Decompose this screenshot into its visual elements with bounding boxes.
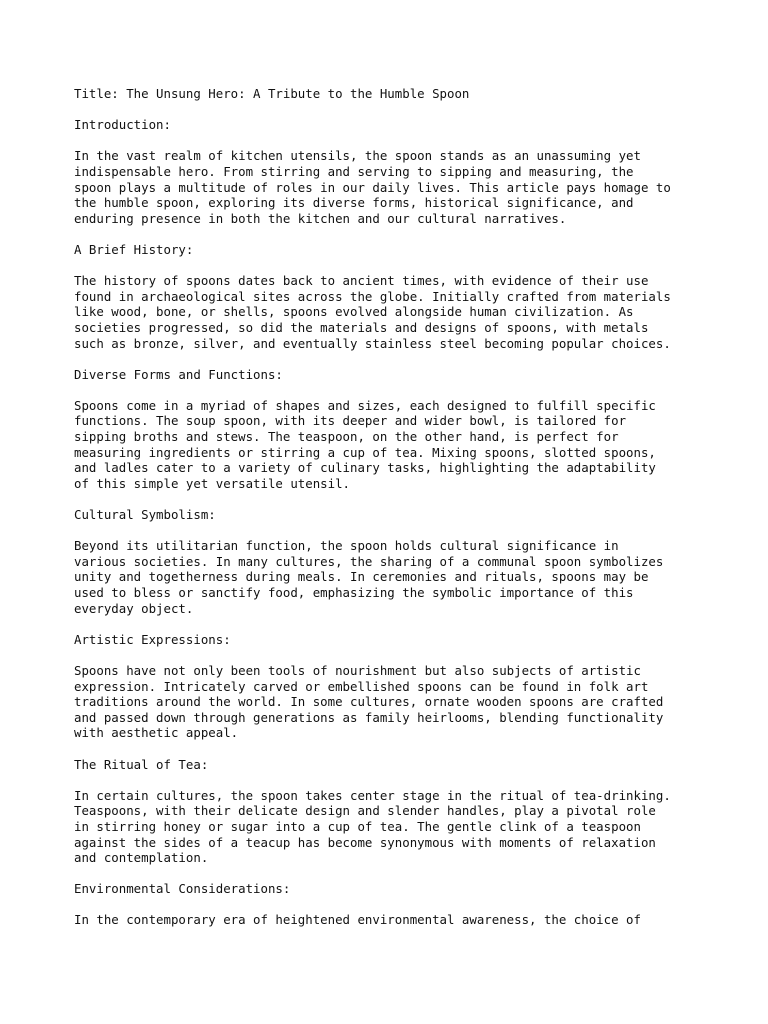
section-heading: Cultural Symbolism: (74, 507, 216, 523)
paragraph-line: and contemplation. (74, 850, 209, 866)
paragraph-line: measuring ingredients or stirring a cup of tea. Mixing spoons, slotted spoons, (74, 444, 656, 460)
section-diverse-forms (74, 367, 734, 507)
section-heading: The Ritual of Tea: (74, 756, 209, 772)
paragraph-spacer (74, 647, 734, 663)
document-page (74, 86, 734, 928)
section-heading: Artistic Expressions: (74, 631, 231, 647)
paragraph-line: unity and togetherness during meals. In ceremonies and rituals, spoons may be (74, 569, 649, 585)
section-environmental-considerations (74, 881, 734, 928)
document-title: Title: The Unsung Hero: A Tribute to the Humble Spoon (74, 86, 470, 101)
paragraph-spacer (74, 491, 734, 507)
paragraph-spacer (74, 616, 734, 632)
paragraph-spacer (74, 897, 734, 913)
paragraph-line: against the sides of a teacup has become synonymous with moments of relaxation (74, 834, 656, 850)
paragraph-line: with aesthetic appeal. (74, 725, 239, 741)
paragraph-line: used to bless or sanctify food, emphasizing the symbolic importance of this (74, 585, 634, 600)
paragraph-line: In certain cultures, the spoon takes center stage in the ritual of tea-drinking. (74, 787, 671, 803)
section-cultural-symbolism (74, 507, 734, 632)
paragraph-line: In the contemporary era of heightened environmental awareness, the choice of (74, 912, 641, 928)
paragraph-line: Beyond its utilitarian function, the spoon holds cultural significance in (74, 538, 619, 554)
paragraph-line: enduring presence in both the kitchen and our cultural narratives. (74, 210, 567, 226)
paragraph-line: such as bronze, silver, and eventually stainless steel becoming popular choices. (74, 335, 671, 351)
paragraph-line: The history of spoons dates back to ancient times, with evidence of their use (74, 273, 649, 289)
paragraph-line: societies progressed, so did the materials and designs of spoons, with metals (74, 319, 649, 335)
paragraph-line: indispensable hero. From stirring and serving to sipping and measuring, the (74, 163, 634, 179)
paragraph-line: of this simple yet versatile utensil. (74, 475, 351, 491)
paragraph-spacer (74, 258, 734, 274)
paragraph-spacer (74, 772, 734, 788)
paragraph-spacer (74, 102, 734, 118)
paragraph-line: and passed down through generations as family heirlooms, blending functionality (74, 709, 664, 725)
paragraph-spacer (74, 523, 734, 539)
paragraph-line: and ladles cater to a variety of culinary tasks, highlighting the adaptability (74, 460, 656, 476)
paragraph-line: Spoons have not only been tools of nourishment but also subjects of artistic (74, 662, 641, 678)
section-heading: A Brief History: (74, 241, 194, 257)
paragraph-line: sipping broths and stews. The teaspoon, on the other hand, is perfect for (74, 429, 619, 445)
paragraph-line: traditions around the world. In some cultures, ornate wooden spoons are crafted (74, 694, 664, 710)
paragraph-spacer (74, 382, 734, 398)
paragraph-line: the humble spoon, exploring its diverse forms, historical significance, and (74, 195, 634, 211)
paragraph-line: everyday object. (74, 600, 194, 616)
section-artistic-expressions (74, 632, 734, 757)
section-brief-history (74, 242, 734, 367)
paragraph-line: functions. The soup spoon, with its deeper and wider bowl, is tailored for (74, 413, 627, 429)
paragraph-line: In the vast realm of kitchen utensils, the spoon stands as an unassuming yet (74, 148, 641, 164)
paragraph-line: spoon plays a multitude of roles in our daily lives. This article pays homage to (74, 179, 671, 195)
section-ritual-of-tea (74, 757, 734, 882)
paragraph-line: in stirring honey or sugar into a cup of tea. The gentle clink of a teaspoon (74, 818, 641, 834)
paragraph-spacer (74, 226, 734, 242)
paragraph-spacer (74, 741, 734, 757)
section-heading: Environmental Considerations: (74, 881, 291, 897)
paragraph-line: Teaspoons, with their delicate design and slender handles, play a pivotal role (74, 803, 656, 819)
paragraph-line: various societies. In many cultures, the sharing of a communal spoon symbolizes (74, 553, 664, 569)
paragraph-line: like wood, bone, or shells, spoons evolved alongside human civilization. As (74, 304, 634, 320)
paragraph-line: found in archaeological sites across the globe. Initially crafted from materials (74, 288, 671, 304)
paragraph-line: Spoons come in a myriad of shapes and sizes, each designed to fulfill specific (74, 397, 656, 413)
section-introduction (74, 117, 734, 242)
section-heading: Introduction: (74, 117, 171, 133)
paragraph-spacer (74, 351, 734, 367)
paragraph-spacer (74, 866, 734, 882)
section-heading: Diverse Forms and Functions: (74, 366, 283, 382)
paragraph-spacer (74, 133, 734, 149)
paragraph-line: expression. Intricately carved or embellished spoons can be found in folk art (74, 678, 649, 694)
